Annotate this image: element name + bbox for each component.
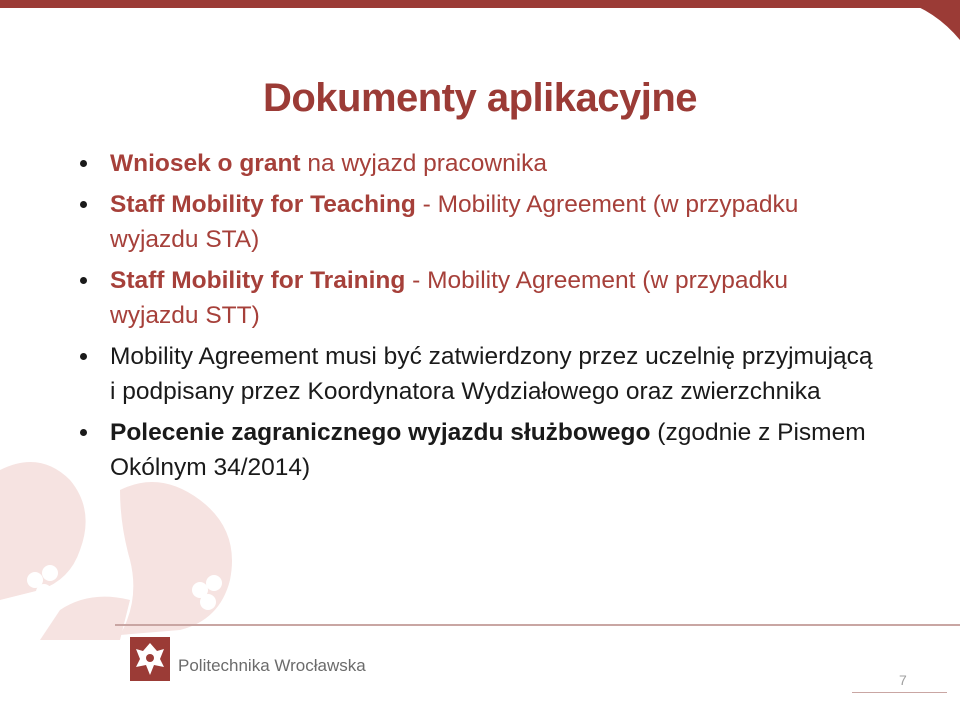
bullet-icon [80,353,87,360]
bullet-list [80,146,880,491]
page-number-underline [852,692,947,693]
bullet-icon [80,160,87,167]
bullet-text: - Mobility Agreement (w przypadku wyjazdu STA) [110,191,799,253]
list-item [80,187,880,257]
bullet-bold-text: Polecenie zagranicznego wyjazdu służbowego [110,419,651,446]
list-item [80,339,880,409]
bullet-text: na wyjazd pracownika [300,150,548,177]
corner-decoration [0,0,960,60]
bullet-text: (zgodnie z Pismem Okólnym 34/2014) [110,419,866,481]
footer-divider [115,624,960,626]
page-title: Dokumenty aplikacyjne [262,76,698,120]
university-logo-text: Politechnika Wrocławska [178,656,366,675]
bullet-bold-text: Staff Mobility for Teaching [110,191,416,218]
bullet-text: - Mobility Agreement (w przypadku wyjazdu STT) [110,267,788,329]
university-logo-icon [130,637,170,681]
bullet-bold-text: Staff Mobility for Training [110,267,406,294]
bullet-icon [80,201,87,208]
list-item [80,263,880,333]
page-number: 7 [899,672,907,688]
bullet-text: Mobility Agreement musi być zatwierdzony przez uczelnię przyjmującą i podpisany przez Koordynatora Wydziałowego oraz zwierzchnika [110,343,873,405]
bullet-icon [80,277,87,284]
bullet-icon [80,429,87,436]
list-item [80,415,880,485]
bullet-bold-text: Wniosek o grant [110,150,301,177]
list-item [80,146,880,181]
